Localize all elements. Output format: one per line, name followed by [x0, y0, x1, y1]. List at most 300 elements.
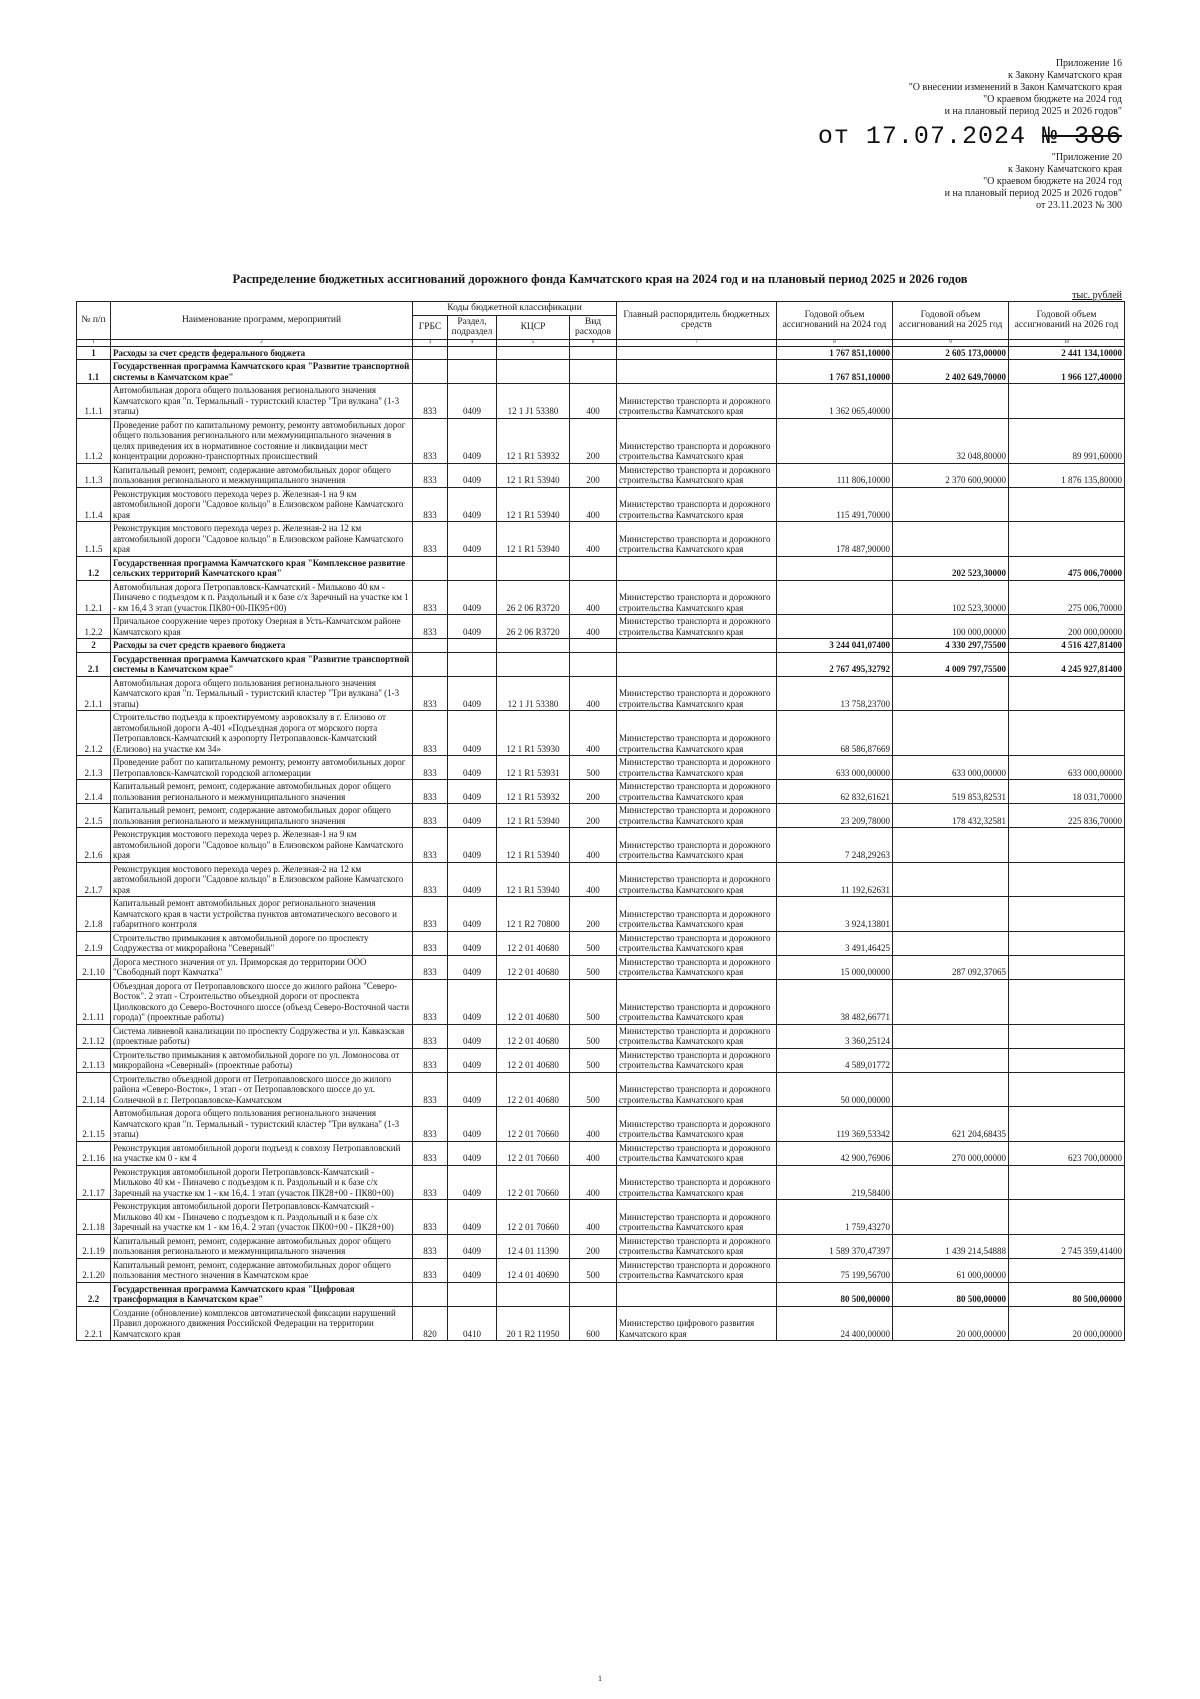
cell-2026 [1009, 487, 1125, 522]
header-line: "О краевом бюджете на 2024 год [983, 94, 1122, 105]
cell-2024: 75 199,56700 [777, 1258, 893, 1282]
cell-2025: 519 853,82531 [893, 780, 1009, 804]
cell-kcsr: 12 1 R1 53940 [497, 862, 570, 897]
cell-main-manager: Министерство транспорта и дорожного строительства Камчатского края [617, 487, 777, 522]
cell-2025 [893, 1072, 1009, 1107]
cell-name: Проведение работ по капитальному ремонту, ремонту автомобильных дорог Петропавловск-Камчатской городской агломерации [111, 756, 413, 780]
cell-grbs [413, 346, 448, 360]
cell-razdel: 0409 [448, 1107, 497, 1142]
cell-2024: 2 767 495,32792 [777, 652, 893, 676]
cell-num: 2.1.4 [77, 780, 111, 804]
cell-num: 1.2.2 [77, 615, 111, 639]
cell-2024: 62 832,61621 [777, 780, 893, 804]
cell-grbs: 833 [413, 979, 448, 1024]
cell-name: Капитальный ремонт, ремонт, содержание автомобильных дорог общего пользования регионального и межмуниципального значения [111, 804, 413, 828]
cell-2026: 4 245 927,81400 [1009, 652, 1125, 676]
col-header-2024: Годовой объем ассигнований на 2024 год [777, 302, 893, 340]
header-line: к Закону Камчатского края [1007, 164, 1122, 175]
cell-grbs: 833 [413, 1141, 448, 1165]
cell-razdel: 0409 [448, 1165, 497, 1200]
table-row [77, 346, 1125, 360]
cell-2024: 38 482,66771 [777, 979, 893, 1024]
cell-razdel: 0409 [448, 580, 497, 615]
cell-grbs: 833 [413, 384, 448, 419]
header-line: от 23.11.2023 № 300 [1036, 200, 1122, 211]
cell-razdel [448, 556, 497, 580]
cell-2026 [1009, 828, 1125, 863]
cell-vid: 500 [570, 1024, 617, 1048]
cell-grbs: 833 [413, 487, 448, 522]
stamp-number: № 386 [1041, 122, 1122, 151]
cell-name: Проведение работ по капитальному ремонту, ремонту автомобильных дорог общего пользования регионального или межмуниципального значения в целях приведения их в нормативное состояние и ликвидации мест концентрации дорожно-транспортных происшествий [111, 418, 413, 463]
cell-kcsr: 12 1 R1 53932 [497, 418, 570, 463]
cell-num: 1.1.3 [77, 463, 111, 487]
cell-vid: 400 [570, 580, 617, 615]
cell-name: Объездная дорога от Петропавловского шоссе до жилого района "Северо-Восток". 2 этап - Строительство объездной дороги от проспекта Циолковского до Северо-Восточного шоссе (объезд Северо-Восточной части города)" (проектные работы) [111, 979, 413, 1024]
table-row [77, 487, 1125, 522]
cell-2025: 2 370 600,90000 [893, 463, 1009, 487]
col-header-2026: Годовой объем ассигнований на 2026 год [1009, 302, 1125, 340]
table-row [77, 556, 1125, 580]
cell-main-manager [617, 360, 777, 384]
cell-name: Дорога местного значения от ул. Приморская до территории ООО "Свободный порт Камчатка" [111, 955, 413, 979]
cell-num: 2.1.13 [77, 1048, 111, 1072]
cell-razdel: 0410 [448, 1306, 497, 1341]
column-index-cell: 7 [617, 339, 777, 346]
cell-kcsr: 12 2 01 70660 [497, 1141, 570, 1165]
table-row [77, 1024, 1125, 1048]
cell-razdel [448, 652, 497, 676]
cell-2024: 119 369,53342 [777, 1107, 893, 1142]
cell-2025 [893, 897, 1009, 932]
cell-2026: 200 000,00000 [1009, 615, 1125, 639]
cell-2026 [1009, 931, 1125, 955]
table-row [77, 1107, 1125, 1142]
cell-num: 2.1.3 [77, 756, 111, 780]
column-index-cell: 5 [497, 339, 570, 346]
cell-num: 2.1.18 [77, 1200, 111, 1235]
cell-num: 2.1.5 [77, 804, 111, 828]
cell-main-manager [617, 639, 777, 653]
cell-num: 2.1.6 [77, 828, 111, 863]
cell-grbs: 833 [413, 828, 448, 863]
cell-2026: 475 006,70000 [1009, 556, 1125, 580]
cell-vid: 400 [570, 487, 617, 522]
cell-vid: 400 [570, 828, 617, 863]
cell-2026 [1009, 979, 1125, 1024]
cell-kcsr: 12 1 J1 53380 [497, 676, 570, 711]
cell-main-manager [617, 1282, 777, 1306]
cell-2025 [893, 862, 1009, 897]
cell-grbs: 833 [413, 756, 448, 780]
header-line: Приложение 16 [1055, 58, 1122, 69]
date-stamp [818, 122, 1122, 151]
table-row [77, 1072, 1125, 1107]
cell-vid: 500 [570, 979, 617, 1024]
cell-2026 [1009, 955, 1125, 979]
cell-2026: 1 876 135,80000 [1009, 463, 1125, 487]
cell-razdel [448, 1282, 497, 1306]
cell-2026: 225 836,70000 [1009, 804, 1125, 828]
cell-2024: 15 000,00000 [777, 955, 893, 979]
cell-name: Автомобильная дорога общего пользования регионального значения Камчатского края "п. Термальный - туристский кластер "Три вулкана" (1-3 этапы) [111, 1107, 413, 1142]
cell-grbs: 833 [413, 1234, 448, 1258]
cell-name: Капитальный ремонт автомобильных дорог регионального значения Камчатского края в части устройства пунктов автоматического весового и габаритного контроля [111, 897, 413, 932]
cell-vid: 500 [570, 1048, 617, 1072]
cell-2024: 23 209,78000 [777, 804, 893, 828]
cell-2026: 2 441 134,10000 [1009, 346, 1125, 360]
header-line: и на плановый период 2025 и 2026 годов" [944, 188, 1122, 199]
cell-razdel: 0409 [448, 615, 497, 639]
cell-grbs: 820 [413, 1306, 448, 1341]
cell-grbs: 833 [413, 1048, 448, 1072]
cell-2026 [1009, 1107, 1125, 1142]
cell-kcsr: 12 2 01 40680 [497, 1072, 570, 1107]
cell-main-manager: Министерство транспорта и дорожного строительства Камчатского края [617, 580, 777, 615]
column-index-cell: 10 [1009, 339, 1125, 346]
cell-main-manager: Министерство транспорта и дорожного строительства Камчатского края [617, 1024, 777, 1048]
cell-num: 2.2.1 [77, 1306, 111, 1341]
table-row [77, 418, 1125, 463]
cell-vid [570, 346, 617, 360]
cell-name: Автомобильная дорога общего пользования регионального значения Камчатского края "п. Термальный - туристский кластер "Три вулкана" (1-3 этапы) [111, 676, 413, 711]
cell-main-manager: Министерство транспорта и дорожного строительства Камчатского края [617, 522, 777, 557]
cell-num: 1.1.2 [77, 418, 111, 463]
cell-vid: 500 [570, 1258, 617, 1282]
cell-num: 2.1.1 [77, 676, 111, 711]
cell-2025: 287 092,37065 [893, 955, 1009, 979]
cell-2025: 270 000,00000 [893, 1141, 1009, 1165]
table-row [77, 1200, 1125, 1235]
cell-grbs [413, 1282, 448, 1306]
column-index-cell: 6 [570, 339, 617, 346]
table-row [77, 1048, 1125, 1072]
table-row [77, 955, 1125, 979]
cell-main-manager: Министерство транспорта и дорожного строительства Камчатского края [617, 384, 777, 419]
cell-name: Капитальный ремонт, ремонт, содержание автомобильных дорог общего пользования местного значения в Камчатском крае [111, 1258, 413, 1282]
cell-2025 [893, 1200, 1009, 1235]
cell-razdel: 0409 [448, 487, 497, 522]
cell-num: 1.1.1 [77, 384, 111, 419]
cell-2024: 3 360,25124 [777, 1024, 893, 1048]
cell-vid: 200 [570, 804, 617, 828]
cell-vid: 200 [570, 897, 617, 932]
cell-razdel: 0409 [448, 1234, 497, 1258]
cell-2025: 2 402 649,70000 [893, 360, 1009, 384]
cell-2025 [893, 1048, 1009, 1072]
cell-vid: 400 [570, 1107, 617, 1142]
cell-2026: 623 700,00000 [1009, 1141, 1125, 1165]
cell-name: Реконструкция мостового перехода через р. Железная-1 на 9 км автомобильной дороги "Садовое кольцо" в Елизовском районе Камчатского края [111, 487, 413, 522]
cell-2024 [777, 556, 893, 580]
table-row [77, 711, 1125, 756]
cell-kcsr: 26 2 06 R3720 [497, 580, 570, 615]
table-row [77, 1234, 1125, 1258]
cell-grbs: 833 [413, 711, 448, 756]
cell-main-manager: Министерство транспорта и дорожного строительства Камчатского края [617, 418, 777, 463]
column-index-cell: 1 [77, 339, 111, 346]
cell-kcsr: 12 1 R1 53940 [497, 828, 570, 863]
column-index-cell: 3 [413, 339, 448, 346]
col-header-name: Наименование программ, мероприятий [111, 302, 413, 340]
cell-2024 [777, 418, 893, 463]
cell-grbs: 833 [413, 862, 448, 897]
cell-main-manager: Министерство транспорта и дорожного строительства Камчатского края [617, 676, 777, 711]
cell-grbs: 833 [413, 804, 448, 828]
cell-main-manager: Министерство транспорта и дорожного строительства Камчатского края [617, 1107, 777, 1142]
cell-num: 2.1.19 [77, 1234, 111, 1258]
cell-razdel: 0409 [448, 711, 497, 756]
cell-vid: 500 [570, 756, 617, 780]
cell-2025: 80 500,00000 [893, 1282, 1009, 1306]
cell-kcsr: 26 2 06 R3720 [497, 615, 570, 639]
table-row [77, 615, 1125, 639]
cell-vid: 600 [570, 1306, 617, 1341]
cell-2025 [893, 979, 1009, 1024]
cell-2026 [1009, 862, 1125, 897]
cell-2026: 2 745 359,41400 [1009, 1234, 1125, 1258]
cell-kcsr: 12 2 01 70660 [497, 1165, 570, 1200]
cell-2024 [777, 580, 893, 615]
cell-2025 [893, 487, 1009, 522]
cell-vid: 400 [570, 522, 617, 557]
cell-kcsr: 12 2 01 70660 [497, 1200, 570, 1235]
cell-main-manager: Министерство транспорта и дорожного строительства Камчатского края [617, 979, 777, 1024]
cell-num: 1.1.4 [77, 487, 111, 522]
budget-table [76, 301, 1125, 1341]
cell-vid: 400 [570, 1141, 617, 1165]
cell-num: 2.1.8 [77, 897, 111, 932]
col-header-num: № п/п [77, 302, 111, 340]
cell-name: Реконструкция автомобильной дороги подъезд к совхозу Петропавловский на участке км 0 - км 4 [111, 1141, 413, 1165]
cell-kcsr: 12 1 R1 53930 [497, 711, 570, 756]
cell-razdel: 0409 [448, 676, 497, 711]
cell-num: 2.2 [77, 1282, 111, 1306]
col-header-razdel: Раздел, подраздел [448, 315, 497, 339]
cell-grbs: 833 [413, 1072, 448, 1107]
cell-razdel: 0409 [448, 1072, 497, 1107]
header-line: к Закону Камчатского края [1007, 70, 1122, 81]
cell-2024: 11 192,62631 [777, 862, 893, 897]
cell-kcsr: 12 1 J1 53380 [497, 384, 570, 419]
cell-2024: 1 362 065,40000 [777, 384, 893, 419]
cell-2025 [893, 1165, 1009, 1200]
cell-kcsr: 12 2 01 40680 [497, 931, 570, 955]
cell-grbs: 833 [413, 1200, 448, 1235]
cell-vid: 200 [570, 1234, 617, 1258]
cell-kcsr: 12 2 01 70660 [497, 1107, 570, 1142]
cell-2024: 4 589,01772 [777, 1048, 893, 1072]
cell-2025: 4 330 297,75500 [893, 639, 1009, 653]
cell-razdel [448, 346, 497, 360]
table-row [77, 522, 1125, 557]
cell-grbs: 833 [413, 955, 448, 979]
cell-2024: 50 000,00000 [777, 1072, 893, 1107]
cell-2025: 102 523,30000 [893, 580, 1009, 615]
cell-name: Реконструкция автомобильной дороги Петропавловск-Камчатский - Мильково 40 км - Пиначево с подъездом к п. Раздольный и к базе с/х Заречный на участке км 1 - км 16,4. 2 этап (участок ПК00+00 - ПК28+00) [111, 1200, 413, 1235]
cell-2026 [1009, 1165, 1125, 1200]
header-line: "О краевом бюджете на 2024 год [983, 176, 1122, 187]
cell-2026 [1009, 1048, 1125, 1072]
cell-vid [570, 1282, 617, 1306]
cell-2026: 4 516 427,81400 [1009, 639, 1125, 653]
header-annex-16 [909, 58, 1122, 118]
cell-2024: 3 491,46425 [777, 931, 893, 955]
cell-razdel: 0409 [448, 862, 497, 897]
cell-2024: 13 758,23700 [777, 676, 893, 711]
cell-2026: 18 031,70000 [1009, 780, 1125, 804]
cell-2024: 1 589 370,47397 [777, 1234, 893, 1258]
cell-razdel: 0409 [448, 1141, 497, 1165]
cell-vid [570, 652, 617, 676]
cell-2024: 1 767 851,10000 [777, 360, 893, 384]
units-label: тыс. рублей [1072, 290, 1122, 301]
cell-main-manager: Министерство транспорта и дорожного строительства Камчатского края [617, 463, 777, 487]
cell-name: Создание (обновление) комплексов автоматической фиксации нарушений Правил дорожного движения Российской Федерации на территории Камчатского края [111, 1306, 413, 1341]
cell-name: Причальное сооружение через протоку Озерная в Усть-Камчатском районе Камчатского края [111, 615, 413, 639]
cell-2026 [1009, 676, 1125, 711]
cell-kcsr [497, 1282, 570, 1306]
header-line: "Приложение 20 [1051, 152, 1122, 163]
cell-grbs: 833 [413, 780, 448, 804]
cell-kcsr: 12 1 R1 53931 [497, 756, 570, 780]
cell-grbs [413, 652, 448, 676]
cell-2025: 202 523,30000 [893, 556, 1009, 580]
cell-main-manager: Министерство транспорта и дорожного строительства Камчатского края [617, 862, 777, 897]
table-row [77, 828, 1125, 863]
cell-kcsr: 12 2 01 40680 [497, 1048, 570, 1072]
cell-vid [570, 639, 617, 653]
cell-2024: 3 244 041,07400 [777, 639, 893, 653]
document-title: Распределение бюджетных ассигнований дорожного фонда Камчатского края на 2024 год и на плановый период 2025 и 2026 годов [232, 272, 968, 286]
table-row [77, 780, 1125, 804]
cell-vid [570, 556, 617, 580]
cell-name: Капитальный ремонт, ремонт, содержание автомобильных дорог общего пользования регионального и межмуниципального значения [111, 780, 413, 804]
cell-2026: 89 991,60000 [1009, 418, 1125, 463]
cell-name: Реконструкция мостового перехода через р. Железная-2 на 12 км автомобильной дороги "Садовое кольцо" в Елизовском районе Камчатского края [111, 862, 413, 897]
cell-kcsr: 12 1 R1 53932 [497, 780, 570, 804]
cell-grbs: 833 [413, 897, 448, 932]
cell-vid: 400 [570, 862, 617, 897]
cell-name: Строительство подъезда к проектируемому аэровокзалу в г. Елизово от автомобильной дороги А-401 «Подъездная дорога от морского порта Петропавловск-Камчатский к аэропорту Петропавловск-Камчатский (Елизово) на участке км 34» [111, 711, 413, 756]
cell-main-manager: Министерство транспорта и дорожного строительства Камчатского края [617, 756, 777, 780]
cell-2024: 111 806,10000 [777, 463, 893, 487]
cell-razdel [448, 360, 497, 384]
cell-2025: 621 204,68435 [893, 1107, 1009, 1142]
cell-razdel [448, 639, 497, 653]
cell-razdel: 0409 [448, 780, 497, 804]
header-line: "О внесении изменений в Закон Камчатского края [908, 82, 1122, 93]
cell-razdel: 0409 [448, 828, 497, 863]
cell-2026 [1009, 711, 1125, 756]
cell-vid: 500 [570, 1072, 617, 1107]
cell-kcsr: 12 2 01 40680 [497, 979, 570, 1024]
cell-grbs: 833 [413, 580, 448, 615]
table-row [77, 897, 1125, 932]
cell-2025: 178 432,32581 [893, 804, 1009, 828]
cell-2024: 115 491,70000 [777, 487, 893, 522]
cell-razdel: 0409 [448, 1200, 497, 1235]
cell-vid: 200 [570, 780, 617, 804]
cell-num: 1 [77, 346, 111, 360]
table-row [77, 804, 1125, 828]
cell-main-manager: Министерство транспорта и дорожного строительства Камчатского края [617, 1200, 777, 1235]
cell-kcsr: 20 1 R2 11950 [497, 1306, 570, 1341]
col-header-2025: Годовой объем ассигнований на 2025 год [893, 302, 1009, 340]
column-index-row [77, 339, 1125, 346]
cell-grbs: 833 [413, 1024, 448, 1048]
table-row [77, 580, 1125, 615]
cell-2025: 1 439 214,54888 [893, 1234, 1009, 1258]
cell-grbs [413, 639, 448, 653]
cell-2025 [893, 1024, 1009, 1048]
cell-num: 2.1.20 [77, 1258, 111, 1282]
cell-vid: 500 [570, 931, 617, 955]
cell-kcsr: 12 2 01 40680 [497, 955, 570, 979]
stamp-date: от 17.07.2024 [817, 122, 1026, 151]
cell-kcsr: 12 2 01 40680 [497, 1024, 570, 1048]
table-row [77, 652, 1125, 676]
col-header-grbs: ГРБС [413, 315, 448, 339]
table-row [77, 979, 1125, 1024]
cell-name: Строительство примыкания к автомобильной дороге по проспекту Содружества от микрорайона "Северный" [111, 931, 413, 955]
cell-2025 [893, 676, 1009, 711]
cell-vid: 200 [570, 418, 617, 463]
cell-2024: 633 000,00000 [777, 756, 893, 780]
cell-kcsr: 12 4 01 40690 [497, 1258, 570, 1282]
cell-name: Строительство объездной дороги от Петропавловского шоссе до жилого района «Северо-Восток», 1 этап - от Петропавловского шоссе до ул. Солнечной в г. Петропавловске-Камчатском [111, 1072, 413, 1107]
cell-2025: 61 000,00000 [893, 1258, 1009, 1282]
cell-main-manager: Министерство транспорта и дорожного строительства Камчатского края [617, 1072, 777, 1107]
cell-num: 1.2 [77, 556, 111, 580]
cell-name: Расходы за счет средств краевого бюджета [111, 639, 413, 653]
cell-2026: 20 000,00000 [1009, 1306, 1125, 1341]
cell-razdel: 0409 [448, 1048, 497, 1072]
table-row [77, 639, 1125, 653]
cell-2025: 32 048,80000 [893, 418, 1009, 463]
cell-grbs: 833 [413, 1165, 448, 1200]
cell-grbs: 833 [413, 676, 448, 711]
cell-name: Реконструкция автомобильной дороги Петропавловск-Камчатский - Мильково 40 км - Пиначево с подъездом к п. Раздольный и к базе с/х Заречный на участке км 1 - км 16,4. 1 этап (участок ПК28+00 - ПК80+00) [111, 1165, 413, 1200]
header-line: и на плановый период 2025 и 2026 годов" [944, 106, 1122, 117]
cell-2024: 7 248,29263 [777, 828, 893, 863]
cell-name: Реконструкция мостового перехода через р. Железная-1 на 9 км автомобильной дороги "Садовое кольцо" в Елизовском районе Камчатского края [111, 828, 413, 863]
cell-grbs: 833 [413, 1107, 448, 1142]
cell-num: 2.1.11 [77, 979, 111, 1024]
cell-2024: 3 924,13801 [777, 897, 893, 932]
cell-2025 [893, 828, 1009, 863]
cell-vid: 400 [570, 1200, 617, 1235]
col-header-main-manager: Главный распорядитель бюджетных средств [617, 302, 777, 340]
table-row [77, 463, 1125, 487]
cell-main-manager: Министерство транспорта и дорожного строительства Камчатского края [617, 955, 777, 979]
cell-kcsr: 12 1 R1 53940 [497, 487, 570, 522]
cell-2026 [1009, 897, 1125, 932]
cell-razdel: 0409 [448, 418, 497, 463]
cell-2026: 275 006,70000 [1009, 580, 1125, 615]
cell-2026 [1009, 1024, 1125, 1048]
cell-vid: 500 [570, 955, 617, 979]
cell-grbs [413, 556, 448, 580]
cell-main-manager: Министерство транспорта и дорожного строительства Камчатского края [617, 1141, 777, 1165]
cell-razdel: 0409 [448, 384, 497, 419]
cell-main-manager: Министерство транспорта и дорожного строительства Камчатского края [617, 1165, 777, 1200]
cell-grbs: 833 [413, 418, 448, 463]
cell-2026 [1009, 384, 1125, 419]
cell-name: Государственная программа Камчатского края "Развитие транспортной системы в Камчатском крае" [111, 360, 413, 384]
cell-grbs: 833 [413, 615, 448, 639]
cell-num: 2.1.16 [77, 1141, 111, 1165]
